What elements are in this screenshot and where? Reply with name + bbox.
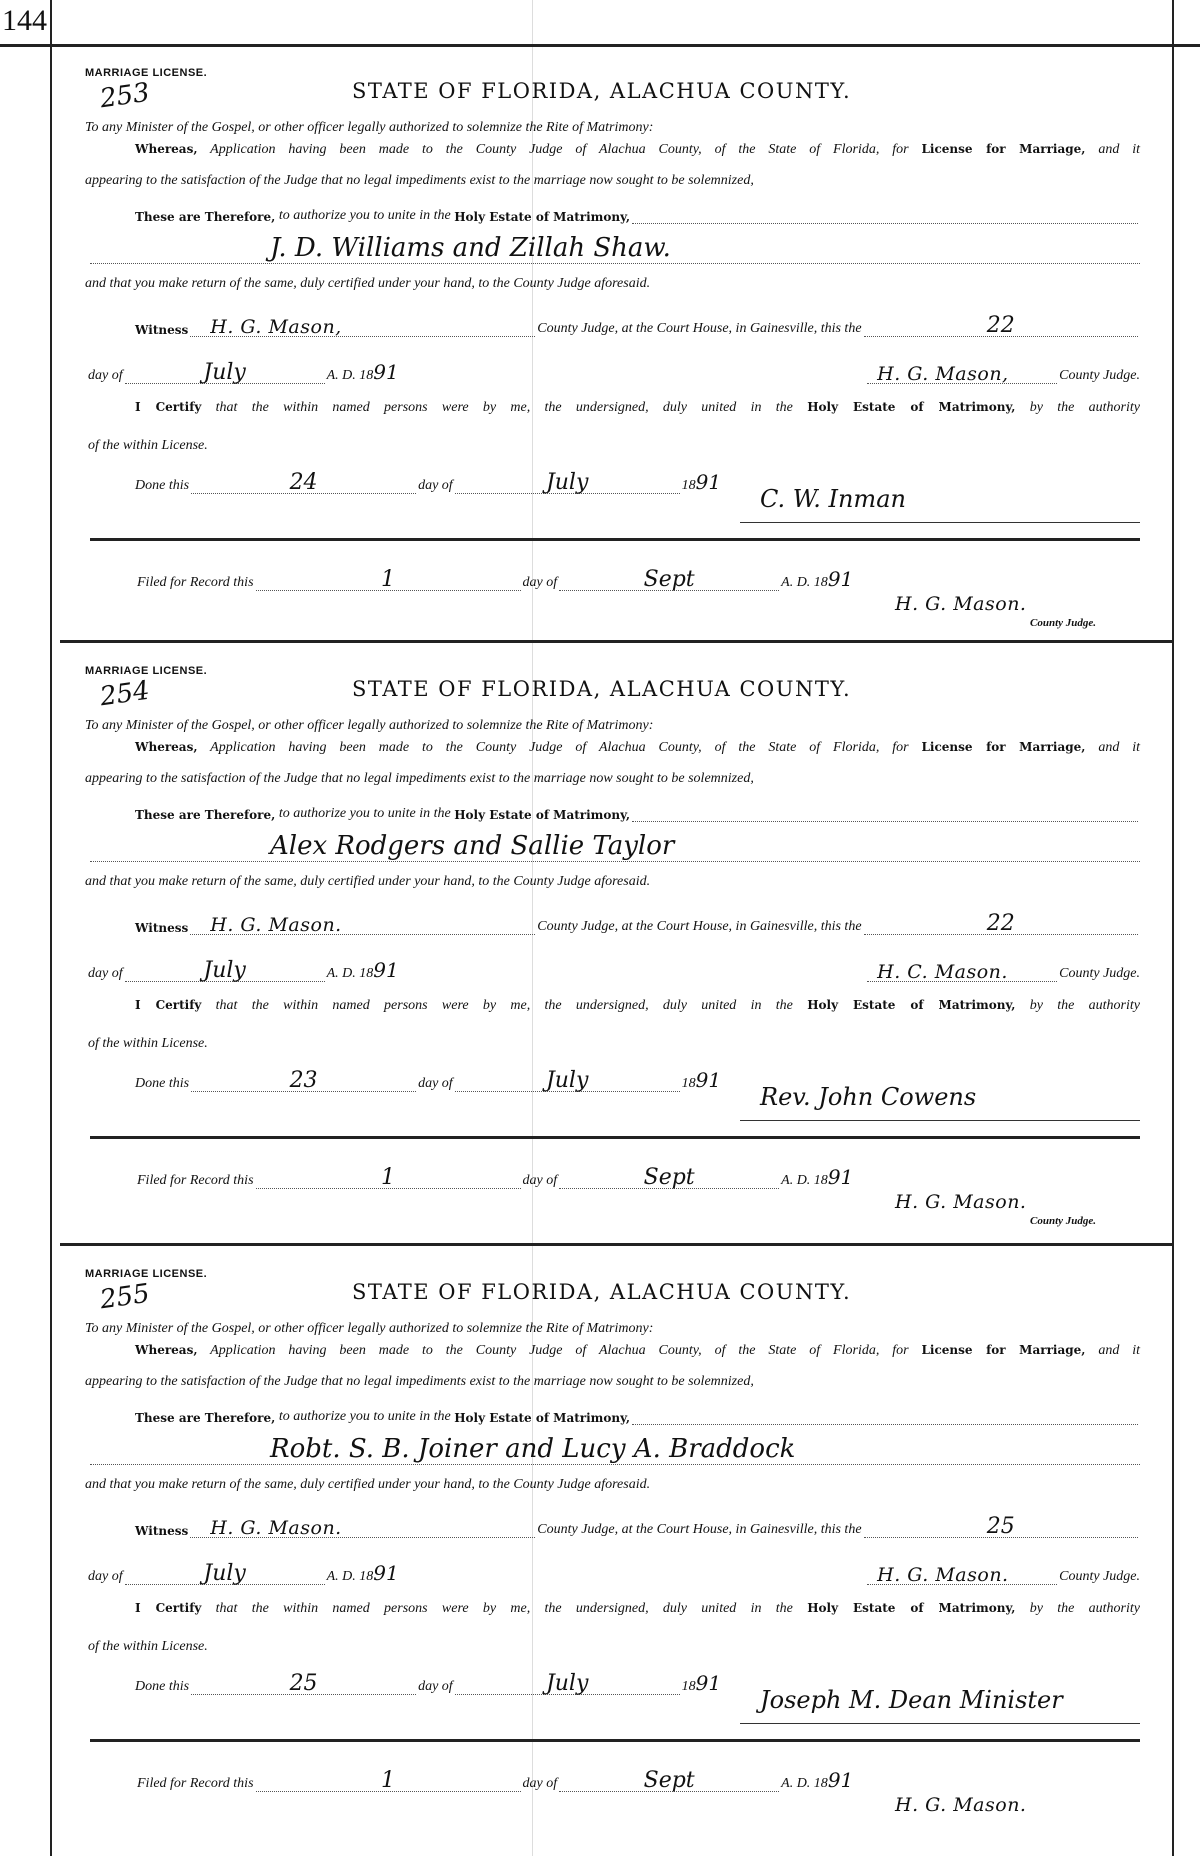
issue-year: 91 [373, 1561, 399, 1585]
names-line [90, 1464, 1140, 1465]
witness-line [135, 1514, 1140, 1539]
filed-month [559, 567, 779, 592]
court-text: County Judge, at the Court House, in Gainesville, this the [537, 919, 862, 934]
issue-day [864, 313, 1138, 338]
done-day-of-label: day of [418, 478, 453, 493]
certify-end: by the authority [1029, 1601, 1140, 1616]
filed-month-value: Sept [643, 567, 695, 592]
therefore-text: to authorize you to unite in the [278, 208, 451, 223]
done-line [135, 1671, 721, 1695]
whereas-blackletter: Whereas, [135, 142, 198, 156]
certify-line [135, 998, 1140, 1014]
witness-field [190, 914, 535, 936]
filed-year: 91 [827, 1768, 854, 1792]
filed-judge-stamp: H. G. Mason. [895, 593, 1027, 615]
filing-divider [90, 538, 1140, 541]
judge-signature: H. G. Mason. [877, 1564, 1009, 1586]
done-year: 91 [695, 1068, 722, 1092]
license-header-label: MARRIAGE LICENSE. [85, 665, 208, 677]
done-this-label: Done this [135, 1679, 190, 1694]
issue-year: 91 [373, 958, 399, 982]
issue-day-value: 22 [986, 313, 1015, 338]
done-day [191, 1671, 416, 1696]
filed-day-value: 1 [381, 1165, 396, 1190]
appearing-line: appearing to the satisfaction of the Judge that no legal impediments exist to the marriage now sought to be solemnized, [85, 1374, 754, 1389]
day-of-label: day of [88, 966, 123, 981]
witness-blackletter: Witness [135, 921, 189, 935]
filed-day-value: 1 [381, 567, 396, 592]
whereas-line [135, 740, 1140, 756]
couple-names: Alex Rodgers and Sallie Taylor [270, 831, 675, 861]
county-judge-label: County Judge. [1059, 1569, 1140, 1584]
done-line [135, 470, 721, 494]
issue-date-line [88, 1561, 1140, 1585]
whereas-text: Application having been made to the County Judge of Alachua County, of the State of Florida, for [210, 740, 909, 755]
therefore-text: to authorize you to unite in the [278, 1409, 451, 1424]
certify-blackletter: I Certify [135, 998, 202, 1012]
done-month-value: July [545, 1671, 589, 1696]
filed-judge-stamp: H. G. Mason. [895, 1794, 1027, 1816]
whereas-text: Application having been made to the County Judge of Alachua County, of the State of Florida, for [210, 142, 909, 157]
filed-ad-label: A. D. 18 [781, 1173, 828, 1188]
license-for-marriage-blackletter: License for Marriage, [921, 740, 1086, 754]
day-of-label: day of [88, 368, 123, 383]
couple-names: J. D. Williams and Zillah Shaw. [270, 233, 671, 263]
section-top-rule [60, 1243, 1172, 1246]
whereas-text: Application having been made to the County Judge of Alachua County, of the State of Florida, for [210, 1343, 909, 1358]
filed-day-value: 1 [381, 1768, 396, 1793]
return-line: and that you make return of the same, duly certified under your hand, to the County Judge aforesaid. [85, 276, 651, 291]
whereas-blackletter: Whereas, [135, 1343, 198, 1357]
witness-judge-stamp: H. G. Mason. [210, 914, 342, 936]
couple-names: Robt. S. B. Joiner and Lucy A. Braddock [270, 1434, 796, 1464]
issue-month [125, 1561, 325, 1586]
issue-day [864, 911, 1138, 936]
marriage-license-record [0, 1246, 1200, 1846]
issue-date-line [88, 360, 1140, 384]
done-month [455, 1671, 680, 1696]
judge-signature-field [867, 363, 1057, 385]
officiant-signature: Rev. John Cowens [760, 1083, 977, 1111]
witness-judge-stamp: H. G. Mason, [210, 316, 342, 338]
filed-label: Filed for Record this [137, 575, 254, 590]
officiant-signature: Joseph M. Dean Minister [760, 1686, 1063, 1714]
whereas-end: and it [1098, 740, 1141, 755]
license-for-marriage-blackletter: License for Marriage, [921, 1343, 1086, 1357]
whereas-blackletter: Whereas, [135, 740, 198, 754]
therefore-leader [632, 1408, 1138, 1425]
ad-label: A. D. 18 [326, 966, 374, 981]
within-license-line: of the within License. [88, 1036, 208, 1051]
whereas-line [135, 142, 1140, 158]
done-day-value: 25 [289, 1671, 318, 1696]
certify-text: that the within named persons were by me, the undersigned, duly united in the [215, 998, 793, 1013]
return-line: and that you make return of the same, duly certified under your hand, to the County Judge aforesaid. [85, 874, 651, 889]
whereas-line [135, 1343, 1140, 1359]
therefore-line [135, 207, 1140, 224]
within-license-line: of the within License. [88, 1639, 208, 1654]
filed-label: Filed for Record this [137, 1173, 254, 1188]
done-day-of-label: day of [418, 1679, 453, 1694]
issue-month [125, 958, 325, 983]
marriage-license-record [0, 45, 1200, 645]
license-number: 254 [98, 675, 152, 713]
certify-holy-estate-blackletter: Holy Estate of Matrimony, [807, 400, 1016, 414]
filed-day-of-label: day of [522, 1776, 558, 1791]
salutation: To any Minister of the Gospel, or other officer legally authorized to solemnize the Rite of Matrimony: [85, 120, 654, 135]
appearing-line: appearing to the satisfaction of the Judge that no legal impediments exist to the marriage now sought to be solemnized, [85, 771, 754, 786]
officiant-signature-line [740, 522, 1140, 523]
page-number: 144 [2, 4, 47, 37]
issue-year: 91 [373, 360, 399, 384]
license-number: 253 [98, 77, 152, 115]
done-month [455, 470, 680, 495]
judge-signature: H. G. Mason, [877, 363, 1009, 385]
issue-day-value: 22 [986, 911, 1015, 936]
filed-month-value: Sept [643, 1165, 695, 1190]
certify-text: that the within named persons were by me, the undersigned, duly united in the [215, 1601, 793, 1616]
done-year: 91 [695, 470, 722, 494]
done-year-prefix: 18 [681, 478, 696, 493]
filed-line [137, 1768, 853, 1792]
ad-label: A. D. 18 [326, 1569, 374, 1584]
done-day-value: 24 [289, 470, 318, 495]
names-line [90, 861, 1140, 862]
certify-end: by the authority [1029, 400, 1140, 415]
filing-divider [90, 1136, 1140, 1139]
filed-day [256, 1165, 521, 1190]
license-title: STATE OF FLORIDA, ALACHUA COUNTY. [352, 79, 852, 103]
section-top-rule [60, 640, 1172, 643]
ad-label: A. D. 18 [326, 368, 374, 383]
court-text: County Judge, at the Court House, in Gainesville, this the [537, 321, 862, 336]
certify-text: that the within named persons were by me, the undersigned, duly united in the [215, 400, 793, 415]
done-line [135, 1068, 721, 1092]
court-text: County Judge, at the Court House, in Gainesville, this the [537, 1522, 862, 1537]
license-header-label: MARRIAGE LICENSE. [85, 67, 208, 79]
salutation: To any Minister of the Gospel, or other officer legally authorized to solemnize the Rite of Matrimony: [85, 1321, 654, 1336]
filed-day-of-label: day of [522, 1173, 558, 1188]
within-license-line: of the within License. [88, 438, 208, 453]
certify-holy-estate-blackletter: Holy Estate of Matrimony, [807, 998, 1016, 1012]
filed-day [256, 567, 521, 592]
done-month [455, 1068, 680, 1093]
holy-estate-blackletter: Holy Estate of Matrimony, [454, 210, 631, 224]
filed-month-value: Sept [643, 1768, 695, 1793]
license-header-label: MARRIAGE LICENSE. [85, 1268, 208, 1280]
filing-divider [90, 1739, 1140, 1742]
day-of-label: day of [88, 1569, 123, 1584]
witness-judge-stamp: H. G. Mason. [210, 1517, 342, 1539]
filed-judge-title: County Judge. [1030, 1215, 1097, 1227]
filed-label: Filed for Record this [137, 1776, 254, 1791]
witness-field [190, 1517, 535, 1539]
whereas-end: and it [1098, 1343, 1141, 1358]
judge-signature-field [867, 961, 1057, 983]
witness-line [135, 313, 1140, 338]
license-number: 255 [98, 1278, 152, 1316]
certify-end: by the authority [1029, 998, 1140, 1013]
therefore-text: to authorize you to unite in the [278, 806, 451, 821]
county-judge-label: County Judge. [1059, 368, 1140, 383]
license-title: STATE OF FLORIDA, ALACHUA COUNTY. [352, 677, 852, 701]
done-year-prefix: 18 [681, 1679, 696, 1694]
certify-line [135, 1601, 1140, 1617]
whereas-end: and it [1098, 142, 1141, 157]
return-line: and that you make return of the same, duly certified under your hand, to the County Judge aforesaid. [85, 1477, 651, 1492]
names-line [90, 263, 1140, 264]
license-for-marriage-blackletter: License for Marriage, [921, 142, 1086, 156]
done-year-prefix: 18 [681, 1076, 696, 1091]
certify-blackletter: I Certify [135, 400, 202, 414]
therefore-leader [632, 207, 1138, 224]
filed-judge-stamp: H. G. Mason. [895, 1191, 1027, 1213]
therefore-blackletter: These are Therefore, [135, 1411, 276, 1425]
witness-blackletter: Witness [135, 1524, 189, 1538]
county-judge-label: County Judge. [1059, 966, 1140, 981]
therefore-line [135, 805, 1140, 822]
officiant-signature-line [740, 1120, 1140, 1121]
filed-ad-label: A. D. 18 [781, 1776, 828, 1791]
appearing-line: appearing to the satisfaction of the Judge that no legal impediments exist to the marriage now sought to be solemnized, [85, 173, 754, 188]
therefore-blackletter: These are Therefore, [135, 210, 276, 224]
done-month-value: July [545, 1068, 589, 1093]
certify-holy-estate-blackletter: Holy Estate of Matrimony, [807, 1601, 1016, 1615]
judge-signature: H. C. Mason. [877, 961, 1008, 983]
holy-estate-blackletter: Holy Estate of Matrimony, [454, 1411, 631, 1425]
filed-line [137, 1165, 853, 1189]
therefore-leader [632, 805, 1138, 822]
filed-month [559, 1768, 779, 1793]
issue-month [125, 360, 325, 385]
done-day [191, 1068, 416, 1093]
filed-ad-label: A. D. 18 [781, 575, 828, 590]
filed-day [256, 1768, 521, 1793]
filed-day-of-label: day of [522, 575, 558, 590]
done-day-value: 23 [289, 1068, 318, 1093]
witness-line [135, 911, 1140, 936]
marriage-license-record [0, 643, 1200, 1243]
issue-month-value: July [203, 360, 246, 385]
issue-month-value: July [203, 1561, 246, 1586]
salutation: To any Minister of the Gospel, or other officer legally authorized to solemnize the Rite of Matrimony: [85, 718, 654, 733]
filed-year: 91 [827, 567, 854, 591]
officiant-signature: C. W. Inman [760, 485, 906, 513]
filed-line [137, 567, 853, 591]
issue-month-value: July [203, 958, 246, 983]
officiant-signature-line [740, 1723, 1140, 1724]
filed-judge-title: County Judge. [1030, 617, 1097, 629]
done-day-of-label: day of [418, 1076, 453, 1091]
issue-day-value: 25 [986, 1514, 1015, 1539]
therefore-line [135, 1408, 1140, 1425]
done-day [191, 470, 416, 495]
issue-date-line [88, 958, 1140, 982]
filed-month [559, 1165, 779, 1190]
filed-year: 91 [827, 1165, 854, 1189]
done-year: 91 [695, 1671, 722, 1695]
holy-estate-blackletter: Holy Estate of Matrimony, [454, 808, 631, 822]
certify-blackletter: I Certify [135, 1601, 202, 1615]
done-this-label: Done this [135, 478, 190, 493]
witness-blackletter: Witness [135, 323, 189, 337]
done-this-label: Done this [135, 1076, 190, 1091]
license-title: STATE OF FLORIDA, ALACHUA COUNTY. [352, 1280, 852, 1304]
certify-line [135, 400, 1140, 416]
done-month-value: July [545, 470, 589, 495]
witness-field [190, 316, 535, 338]
judge-signature-field [867, 1564, 1057, 1586]
therefore-blackletter: These are Therefore, [135, 808, 276, 822]
issue-day [864, 1514, 1138, 1539]
